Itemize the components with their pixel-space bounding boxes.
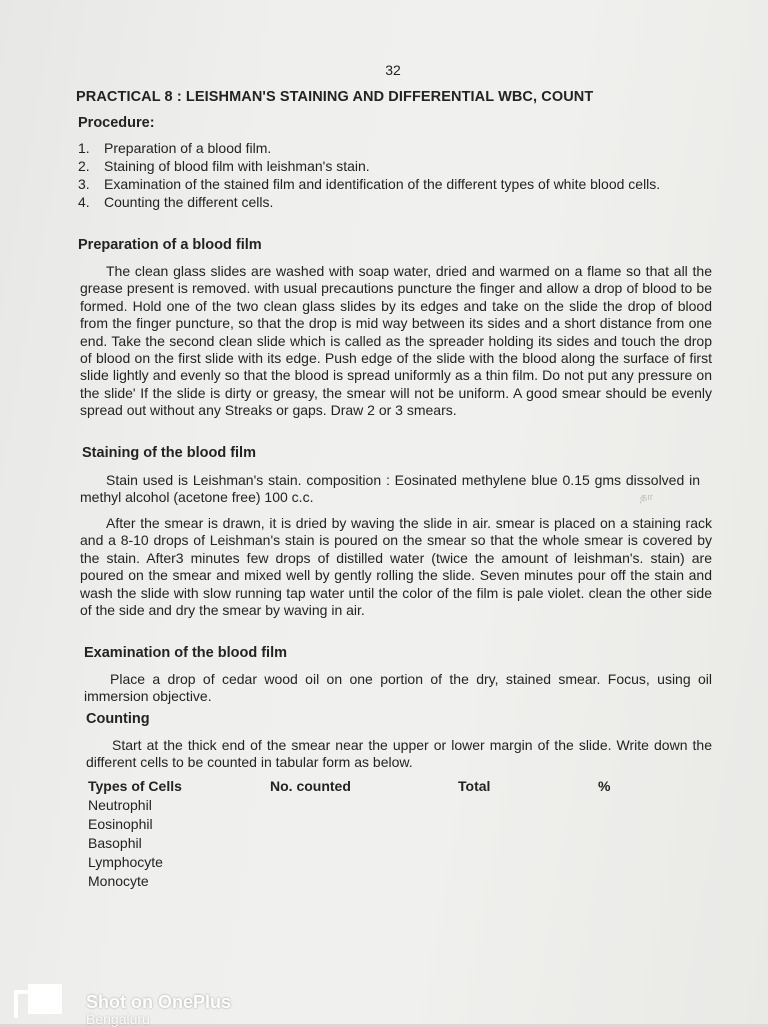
staining-paragraph-2: After the smear is drawn, it is dried by waving the slide in air. smear is placed on a staining rack and a 8-10 drops of Leishman's stain is poured on the smear so that the whole smear is covered by the stain. After3 minutes few drops of distilled water (twice the amount of leishman's. stain) are poured on the smear and mixed well by gently rolling the slide. Seven minutes pour off the stain and wash the slide with slow running tap water until the color of the film is pale violet. clean the other side of the side and dry the smear by waving in air. [80,515,712,619]
procedure-step: 2. Staining of blood film with leishman's stain. [78,158,370,174]
list-item: Lymphocyte [88,854,163,870]
staining-paragraph-1: Stain used is Leishman's stain. composition : Eosinated methylene blue 0.15 gms dissolved in methyl alcohol (acetone free) 100 c.c. [80,472,700,506]
faint-pencil-mark: தா [640,491,653,503]
header-types-of-cells: Types of Cells [88,778,182,794]
procedure-step: 3. Examination of the stained film and identification of the different types of white blood cells. [78,176,661,192]
staining-heading: Staining of the blood film [82,445,256,461]
examination-heading: Examination of the blood film [84,645,287,661]
header-no-counted: No. counted [270,778,351,794]
procedure-heading: Procedure: [78,115,155,131]
watermark-text: Shot on OnePlus [86,991,232,1012]
header-percent: % [598,778,611,794]
watermark-location: Bengaluru [86,1011,150,1027]
preparation-paragraph: The clean glass slides are washed with soap water, dried and warmed on a flame so that all the grease present is removed. with usual precautions puncture the finger and allow a drop of blood to be formed. Hold one of the two clean glass slides by its edges and take on the slide the drop of blood from the finger puncture, so that the drop is mid way between its sides and a short distance from one end. Take the second clean slide which is called as the spreader holding its sides and touch the drop of blood on the first slide with its edge. Push edge of the slide with the blood along the surface of first slide lightly and evenly so that the blood is spread uniformly as a thin film. Do not put any pressure on the slide' If the slide is dirty or greasy, the smear will not be uniform. A good smear should be evenly spread out without any Streaks or gaps. Draw 2 or 3 smears. [80,263,712,419]
oneplus-logo-icon [14,984,66,1020]
page-number: 32 [385,62,401,78]
list-item: Eosinophil [88,816,153,832]
procedure-step: 4. Counting the different cells. [78,194,274,210]
counting-heading: Counting [86,711,150,727]
list-item: Monocyte [88,873,149,889]
preparation-heading: Preparation of a blood film [78,237,262,253]
procedure-steps [78,139,718,211]
examination-paragraph: Place a drop of cedar wood oil on one portion of the dry, stained smear. Focus, using oil immersion objective. [84,671,712,705]
counting-paragraph: Start at the thick end of the smear near the upper or lower margin of the slide. Write down the different cells to be counted in tabular form as below. [86,737,712,771]
list-item: Neutrophil [88,797,152,813]
table-header-row [88,777,648,796]
cell-type-list [88,796,648,891]
procedure-step: 1. Preparation of a blood film. [78,140,272,156]
header-total: Total [458,778,491,794]
page-title: PRACTICAL 8 : LEISHMAN'S STAINING AND DIFFERENTIAL WBC, COUNT [76,89,594,105]
list-item: Basophil [88,835,142,851]
cell-count-table [88,777,648,891]
